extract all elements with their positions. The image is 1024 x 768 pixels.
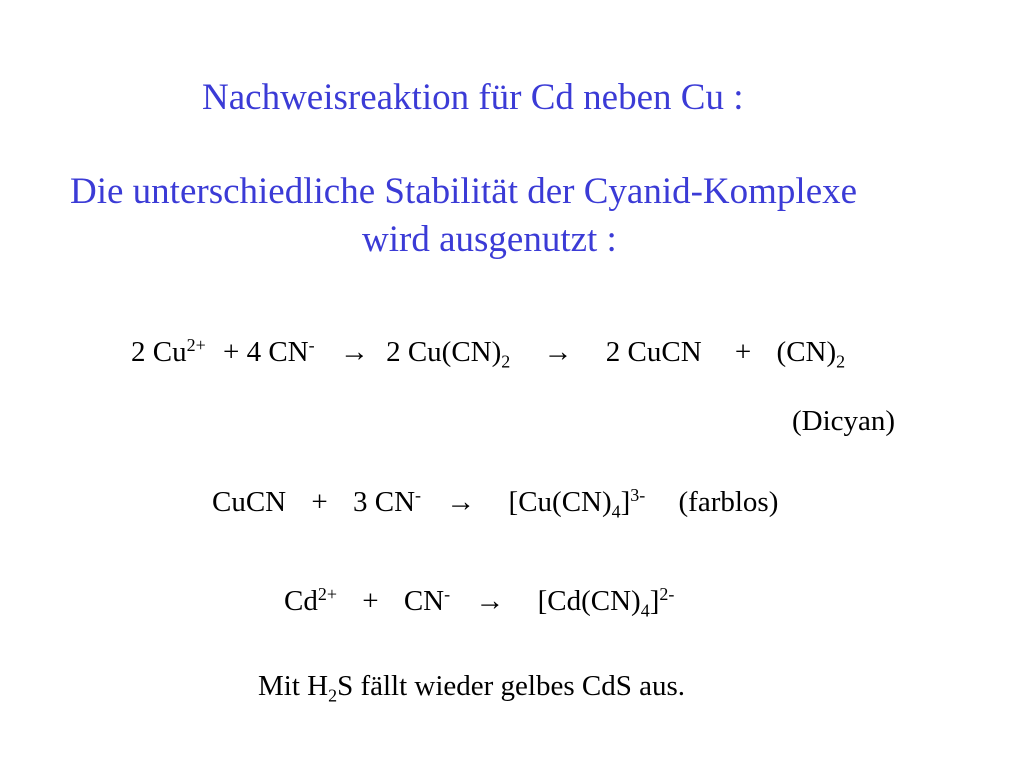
- eq3-product-index: 4: [640, 600, 650, 621]
- footer-h2s-index: 2: [328, 685, 338, 706]
- eq2-product-bracket: ]: [620, 486, 631, 518]
- eq2-product-charge: 3-: [630, 485, 646, 506]
- equation-cucn-complex: [212, 485, 779, 522]
- footer-text-start: Mit H: [258, 670, 329, 702]
- eq2-product-index: 4: [611, 501, 621, 522]
- eq3-reactant-cd: Cd: [284, 585, 318, 617]
- title-line-1: Nachweisreaktion für Cd neben Cu :: [202, 77, 744, 118]
- eq1-intermediate: 2 Cu(CN): [386, 336, 502, 368]
- eq2-product-complex: [Cu(CN): [508, 486, 612, 518]
- eq3-product-complex: [Cd(CN): [537, 585, 641, 617]
- eq3-arrow: →: [475, 585, 505, 617]
- eq2-charge-cn: -: [415, 485, 422, 506]
- eq1-product-cucn: 2 CuCN: [605, 336, 702, 368]
- eq1-charge-cn: -: [308, 335, 315, 356]
- eq2-arrow: →: [446, 486, 476, 518]
- eq1-product-dicyan-index: 2: [836, 351, 846, 372]
- title-line-2: Die unterschiedliche Stabilität der Cyanid-Komplexe: [70, 171, 858, 212]
- footer-text-end: S fällt wieder gelbes CdS aus.: [337, 670, 686, 702]
- eq1-arrow-1: →: [339, 336, 369, 368]
- eq1-charge-cu: 2+: [186, 335, 206, 356]
- eq3-charge-cn: -: [444, 584, 451, 605]
- eq3-reactant-cn: CN: [403, 585, 445, 617]
- eq1-product-dicyan: (CN): [776, 336, 837, 368]
- eq1-plus: +: [734, 336, 752, 368]
- equation-cu-cyanide: [131, 335, 846, 372]
- eq1-reactant-cu: 2 Cu: [131, 336, 187, 368]
- equation-cd-cyanide: [284, 584, 675, 621]
- eq3-charge-cd: 2+: [317, 584, 337, 605]
- title-line-3: wird ausgenutzt :: [362, 219, 617, 260]
- dicyan-label: (Dicyan): [792, 405, 896, 437]
- eq1-intermediate-index: 2: [501, 351, 511, 372]
- eq2-plus: +: [311, 486, 328, 518]
- eq2-reactant-cn: 3 CN: [353, 486, 416, 518]
- eq1-reactant-cn: + 4 CN: [222, 336, 309, 368]
- eq2-note-colorless: (farblos): [678, 486, 779, 518]
- eq3-plus: +: [362, 585, 379, 617]
- eq3-product-charge: 2-: [659, 584, 675, 605]
- eq3-product-bracket: ]: [649, 585, 660, 617]
- eq1-arrow-2: →: [543, 336, 573, 368]
- eq2-reactant-cucn: CuCN: [212, 486, 287, 518]
- cds-precipitation-note: [258, 670, 686, 706]
